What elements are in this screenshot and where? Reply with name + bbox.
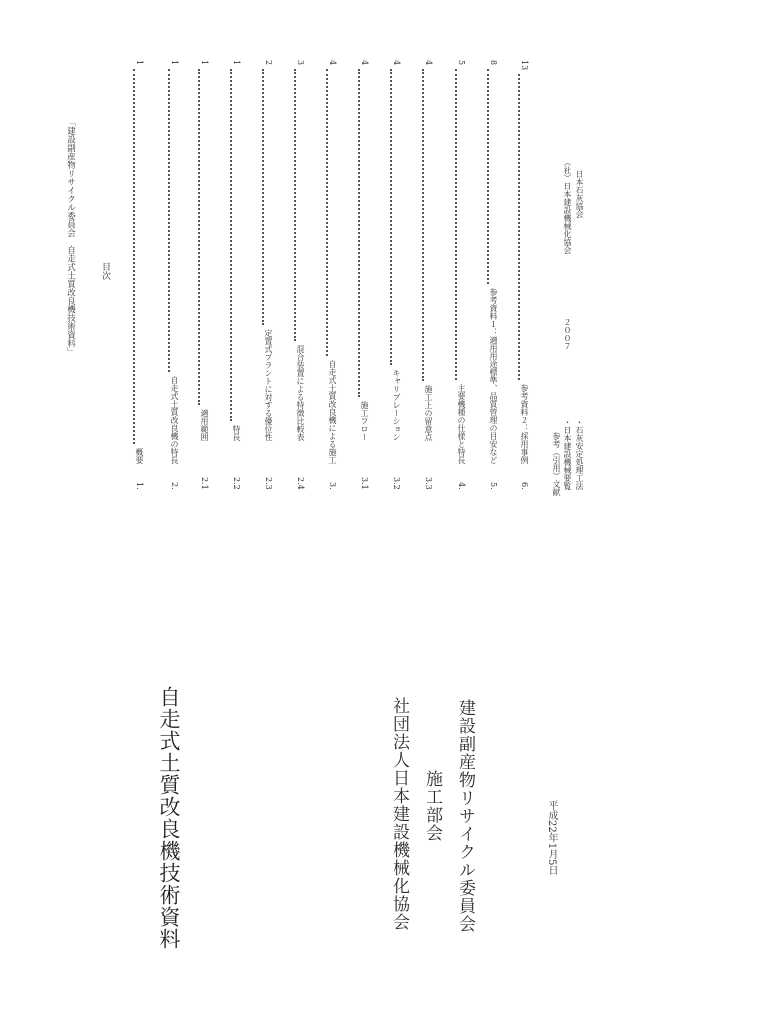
cover-org-line-1: 社団法人日本建設機械化協会 xyxy=(389,697,409,931)
toc-leader-dots xyxy=(358,69,360,397)
toc-entry-label: 自走式土質改良機の特長 xyxy=(170,376,179,465)
toc-entry xyxy=(358,60,370,500)
reference-bullet: ・ xyxy=(563,418,572,426)
toc-leader-dots xyxy=(390,69,392,365)
toc-entry-number-wrap xyxy=(360,477,368,490)
toc-entry-number: 3.2 xyxy=(392,477,401,490)
toc-entry-number: 2.2 xyxy=(232,477,241,490)
toc-entry xyxy=(294,60,306,500)
cover-org-line-3: 建設副産物リサイクル委員会 xyxy=(455,699,475,933)
cover-date: 平成22年1月5日 xyxy=(546,800,557,876)
toc-entry xyxy=(487,60,499,500)
toc-entry-page: 13 xyxy=(520,60,529,71)
toc-entry-label: 適用範囲 xyxy=(200,409,209,442)
toc-entry-number-wrap xyxy=(200,477,208,490)
cover-org-line-2: 施工部会 xyxy=(422,770,442,842)
toc-entry-page: 1 xyxy=(135,60,144,66)
toc-entry-page: 1 xyxy=(170,60,179,66)
toc-entry xyxy=(168,60,180,500)
references-heading: 参考（引用）文献 xyxy=(552,432,561,496)
reference-bullet: ・ xyxy=(575,418,584,426)
toc-leader-dots xyxy=(198,69,200,405)
toc-entry xyxy=(455,60,467,500)
toc-entry xyxy=(133,60,145,500)
toc-entry-page: 4 xyxy=(328,60,337,66)
toc-entry-number-wrap xyxy=(328,482,336,490)
toc-leader-dots xyxy=(518,74,520,380)
toc-entry-page: 2 xyxy=(264,60,273,66)
toc-entry-number-wrap xyxy=(170,482,178,490)
toc-title: 目次 xyxy=(100,262,110,280)
toc-entry-label: キャリブレーション xyxy=(392,369,401,442)
toc-entry-number-wrap xyxy=(135,482,143,490)
toc-entry-page: 5 xyxy=(457,60,466,66)
toc-entry-page: 4 xyxy=(360,60,369,66)
toc-entry-label: 施工上の留意点 xyxy=(424,385,433,442)
toc-leader-dots xyxy=(326,69,328,356)
toc-entry-number: 6. xyxy=(520,482,529,490)
toc-entry-label: 定置式プラントに対する優位性 xyxy=(264,329,273,442)
toc-entry-page: 1 xyxy=(200,60,209,66)
toc-header: 「建設副産物リサイクル委員会 自走式土質改良機技術資料」 xyxy=(65,118,76,356)
toc-entry-number-wrap xyxy=(489,482,497,490)
toc-entry xyxy=(390,60,402,500)
toc-entry-page: 4 xyxy=(392,60,401,66)
toc-entry-label: 自走式土質改良機による施工 xyxy=(328,360,337,465)
reference-item-1-year: ２００７ xyxy=(563,318,572,350)
toc-entry-number: 3.3 xyxy=(424,477,433,490)
toc-entry-number-wrap xyxy=(232,477,240,490)
reference-item-2-publisher: 日本石灰協会 xyxy=(575,170,584,218)
toc-entry-number: 5. xyxy=(489,482,498,490)
reference-title: 石灰安定処理工法 xyxy=(575,426,584,490)
toc-entry xyxy=(518,60,530,500)
toc-entry xyxy=(326,60,338,500)
toc-entry-label: 特長 xyxy=(232,425,241,442)
toc-entry-label: 参考資料２：採用事例 xyxy=(520,384,529,465)
toc-entry-label: 概要 xyxy=(135,448,144,465)
toc-entry-number: 2.3 xyxy=(264,477,273,490)
toc-leader-dots xyxy=(262,69,264,325)
toc-leader-dots xyxy=(168,69,170,372)
toc-entry-number: 3.1 xyxy=(360,477,369,490)
toc-entry xyxy=(230,60,242,500)
toc-entry xyxy=(198,60,210,500)
toc-leader-dots xyxy=(294,69,296,341)
toc-entry-label: 主要機種の仕様と特長 xyxy=(457,384,466,465)
toc-entry-number-wrap xyxy=(424,477,432,490)
toc-leader-dots xyxy=(422,69,424,381)
toc-leader-dots xyxy=(487,69,489,284)
toc-entry-number: 2. xyxy=(170,482,179,490)
reference-item-2-title xyxy=(575,418,583,490)
toc-entry-page: 1 xyxy=(232,60,241,66)
toc-leader-dots xyxy=(230,69,232,421)
toc-entry xyxy=(422,60,434,500)
toc-entry-number-wrap xyxy=(296,477,304,490)
toc-entry-label: 施工フロー xyxy=(360,401,369,442)
toc-entry-number: 2.1 xyxy=(200,477,209,490)
toc-entry-page: 4 xyxy=(424,60,433,66)
cover-title: 自走式土質改良機技術資料 xyxy=(157,686,181,950)
toc-entry-number-wrap xyxy=(392,477,400,490)
toc-entry-number: 4. xyxy=(457,482,466,490)
toc-entry-number: 3. xyxy=(328,482,337,490)
reference-title: 日本建設機械要覧 xyxy=(563,426,572,490)
toc-entry-label: 混合装置による特徴比較表 xyxy=(296,345,305,442)
toc-entry-number-wrap xyxy=(457,482,465,490)
toc-leader-dots xyxy=(133,69,135,444)
toc-entry-label: 参考資料１：適用用途標準、品質管理の目安など xyxy=(489,288,498,465)
reference-item-1-publisher: （社）日本建設機械化協会 xyxy=(563,158,572,254)
toc-entry-number: 2.4 xyxy=(296,477,305,490)
reference-item-1-title xyxy=(563,418,571,490)
toc-leader-dots xyxy=(455,69,457,380)
toc-entry xyxy=(262,60,274,500)
toc-entry-number-wrap xyxy=(520,482,528,490)
toc-entry-page: 8 xyxy=(489,60,498,66)
toc-entry-number: 1. xyxy=(135,482,144,490)
toc-entry-number-wrap xyxy=(264,477,272,490)
toc-entry-page: 3 xyxy=(296,60,305,66)
